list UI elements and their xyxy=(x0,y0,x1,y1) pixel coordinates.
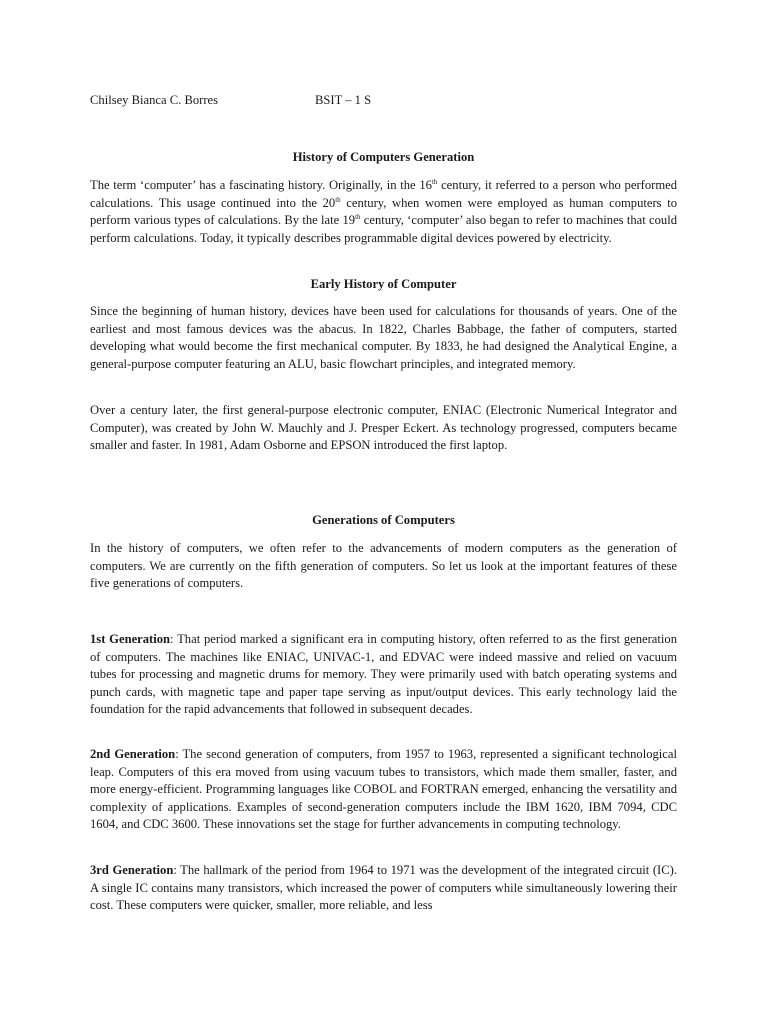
generation-item-2 xyxy=(90,746,677,834)
author-line xyxy=(90,92,677,110)
generation-label: 3rd Generation xyxy=(90,863,174,877)
intro-text-2: century, it referred to a person who performed calculations. This usage continued into the 20 xyxy=(90,178,678,210)
intro-text-4: century, ‘computer’ also began to refer to machines that could perform calculations. Today, it typically describes programmable digital devices powered by electricity. xyxy=(90,213,678,245)
generation-label: 1st Generation xyxy=(90,632,171,646)
generation-text: : The second generation of computers, from 1957 to 1963, represented a significant technological leap. Computers of this era moved from using vacuum tubes to transistors, which made them smaller, faster, and more energy-efficient. Programming languages like COBOL and FORTRAN emerged, enhancing the versatility and complexity of applications. Examples of second-generation computers include the IBM 1620, IBM 7094, CDC 1604, and CDC 3600. These innovations set the stage for further advancements in computing technology. xyxy=(90,747,677,832)
intro-paragraph xyxy=(90,177,677,247)
generation-label: 2nd Generation xyxy=(90,747,176,761)
intro-text-1: The term ‘computer’ has a fascinating history. Originally, in the 16 xyxy=(90,178,432,192)
generation-text: : That period marked a significant era in computing history, often referred to as the first generation of computers. The machines like ENIAC, UNIVAC-1, and EDVAC were indeed massive and relied on vacuum tubes for processing and magnetic drums for memory. They were primarily used with batch operating systems and punch cards, with magnetic tape and paper tape serving as input/output devices. This early technology laid the foundation for the rapid advancements that followed in subsequent decades. xyxy=(90,632,677,717)
early-history-paragraph-1: Since the beginning of human history, devices have been used for calculations for thousands of years. One of the earliest and most famous devices was the abacus. In 1822, Charles Babbage, the father of computers, started developing what would become the first mechanical computer. By 1833, he had designed the Analytical Engine, a general-purpose computer featuring an ALU, basic flowchart principles, and integrated memory. xyxy=(90,304,677,371)
generations-intro-paragraph: In the history of computers, we often refer to the advancements of modern computers as the generation of computers. We are currently on the fifth generation of computers. So let us look at the important features of these five generations of computers. xyxy=(90,541,677,591)
superscript-th: th xyxy=(335,195,341,204)
early-history-paragraph-2: Over a century later, the first general-purpose electronic computer, ENIAC (Electronic Numerical Integrator and Computer), was created by John W. Mauchly and J. Presper Eckert. As technology progressed, computers became smaller and faster. In 1981, Adam Osborne and EPSON introduced the first laptop. xyxy=(90,403,677,453)
generation-item-3 xyxy=(90,862,677,915)
class-section: BSIT – 1 S xyxy=(315,93,372,107)
superscript-th: th xyxy=(355,213,361,222)
superscript-th: th xyxy=(431,178,438,186)
intro-text-3: century, when women were employed as human computers to perform various types of calculations. By the late 19 xyxy=(90,195,677,228)
document-title: History of Computers Generation xyxy=(292,150,475,164)
generations-heading: Generations of Computers xyxy=(312,513,455,527)
generation-item-1 xyxy=(90,631,677,719)
author-name: Chilsey Bianca C. Borres xyxy=(90,93,219,107)
generation-text: : The hallmark of the period from 1964 to 1971 was the development of the integrated circuit (IC). A single IC contains many transistors, which increased the power of computers while simultaneously lowering their cost. These computers were quicker, smaller, more reliable, and less xyxy=(90,863,677,913)
early-history-heading: Early History of Computer xyxy=(310,277,457,291)
